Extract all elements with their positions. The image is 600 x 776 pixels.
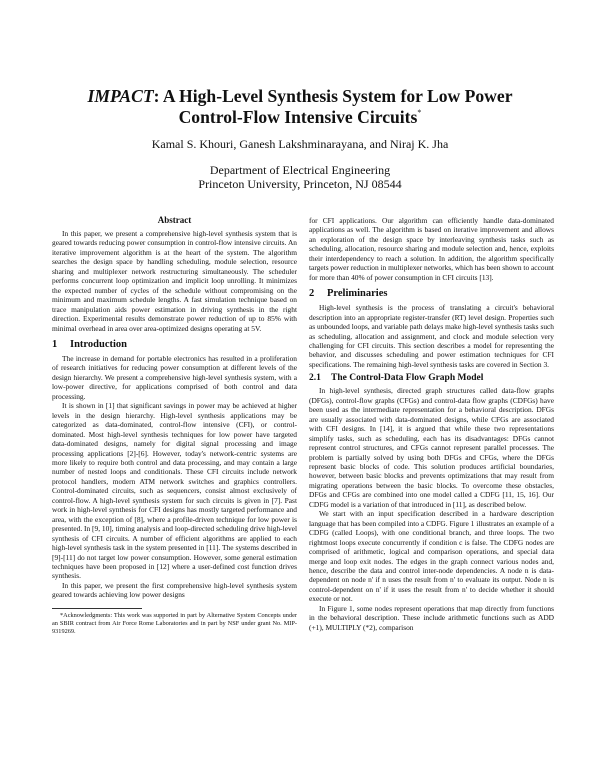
abstract-heading: Abstract	[157, 215, 192, 225]
right-column	[309, 216, 554, 632]
affiliation	[60, 163, 540, 191]
paper-title	[60, 86, 540, 128]
section-number: 1	[52, 338, 58, 350]
title-line1-rest: : A High-Level Synthesis System for Low Power	[153, 86, 513, 106]
title-line2: Control-Flow Intensive Circuits	[178, 107, 418, 127]
intro-paragraph-2: It is shown in [1] that significant savings in power may be achieved at higher levels in the design hierarchy. High-level synthesis applications may be categorized as data-dominated, control-flow intensive (CFI), or control-dominated. Most high-level synthesis techniques for low power have targeted data-dominated designs, namely for digital signal processing and image processing applications [2]-[6]. However, today's network-centric systems are more likely to require both control and data processing, and may contain a large number of nested loops and conditionals. These CFI circuits include network protocol handlers, modern ATM network switches and graphics controllers. Control-dominated circuits, such as sequencers, consist almost exclusively of control-flow. A high-level synthesis system for such circuits is given in [7]. Past work in high-level synthesis for CFI designs has mostly targeted performance and area, with the exception of [8], where a profile-driven technique for low power is presented. In [9, 10], timing analysis and loop-directed scheduling drive high-level synthesis of CFI circuits. A number of efficient algorithms are applied to each high-level synthesis task in the system presented in [11]. The systems described in [9]-[11] do not target low power consumption. However, some general estimation techniques have been proposed in [12] where a user-defined cost function drives synthesis.	[52, 401, 297, 581]
subsection-number: 2.1	[309, 373, 321, 384]
cdfg-paragraph-2: We start with an input specification described in a hardware description language that has been compiled into a CDFG. Figure 1 illustrates an example of a CDFG (called Loops), with one conditional branch, and three loops. The two rightmost loops execute concurrently if condition c is false. The CDFG nodes are comprised of arithmetic, logical and comparison operations, and special data merge and loop exit nodes. The edges in the graph connect various nodes and, hence, describe the data and control inter-node dependencies. A node n is data-dependent on node n' if n uses the result from n' to evaluate its output. Node n is control-dependent on n' if it uses the result from n' to decide whether it should execute or not.	[309, 509, 554, 604]
author-list: Kamal S. Khouri, Ganesh Lakshminarayana, and Niraj K. Jha	[151, 137, 449, 151]
section-number: 2	[309, 288, 315, 300]
preliminaries-paragraph: High-level synthesis is the process of translating a circuit's behavioral description into an appropriate register-transfer (RT) level design. Properties such as unbounded loops, and variable path delays make high-level synthesis tasks such as scheduling, allocation and assignment, and clock and module selection very challenging for CFI circuits. This section describes a model for representing the behavior, and discusses scheduling and power estimation techniques for CFI specifications. The remaining high-level synthesis tasks are covered in Section 3.	[309, 303, 554, 369]
cdfg-paragraph-3: In Figure 1, some nodes represent operations that map directly from functions in the behavioral description. These include arithmetic functions such as ADD (+1), MULTIPLY (*2), comparison	[309, 603, 554, 632]
section-title: Introduction	[70, 338, 127, 350]
subsection-title: The Control-Data Flow Graph Model	[331, 373, 484, 384]
intro-paragraph-1: The increase in demand for portable electronics has resulted in a proliferation of research initiatives for reducing power consumption at different levels of the design hierarchy. We present a comprehensive high-level synthesis system, with a low-power directive, for applications comprised of both control and data processing.	[52, 353, 297, 401]
cdfg-paragraph-1: In high-level synthesis, directed graph structures called data-flow graphs (DFGs), control-flow graphs (CFGs) and control-data flow graphs (CDFGs) have been used as the intermediate representation for a behavioral description. DFGs are usually associated with data-dominated designs, while CFGs are associated with CFI designs. In [14], it is argued that while these two representations simplify tasks, such as scheduling, each has its disadvantages: DFGs cannot represent control structures, and CFGs cannot represent parallel processes. The problem is partially solved by using both DFGs and CFGs, where the DFGs represent basic blocks of code. This solution produces artificial boundaries, however, between basic blocks and prevents optimizations that may result from migrating operations between the basic blocks. To overcome these obstacles, DFGs and CFGs are combined into one model called a CDFG [11, 15, 16]. Our CDFG model is a variation of that introduced in [11], as described below.	[309, 386, 554, 509]
intro-paragraph-3: In this paper, we present the first comprehensive high-level synthesis system geared towards achieving low power designs	[52, 580, 297, 600]
title-footnote-mark: *	[417, 108, 422, 117]
section-title: Preliminaries	[327, 288, 388, 300]
title-system-name: IMPACT	[87, 86, 154, 106]
left-column	[52, 215, 297, 636]
acknowledgment-footnote: *Acknowledgments: This work was supported in part by Alternative System Concepts under an SBIR contract from Air Force Rome Laboratories and in part by NSF under grant No. MIP-9319269.	[52, 611, 297, 635]
abstract-text: In this paper, we present a comprehensive high-level synthesis system that is geared towards reducing power consumption in control-flow intensive circuits. An iterative improvement algorithm is at the heart of the system. The algorithm searches the design space by handling scheduling, module selection, resource sharing and multiplexer network restructuring simultaneously. The scheduler performs concurrent loop optimization and implicit loop unrolling. It minimizes the expected number of cycles of the schedule without compromising on the minimum and maximum schedule lengths. A fast simulation technique based on trace manipulation aids power estimation in driving synthesis in the right direction. Experimental results demonstrate power reduction of up to 85% with minimal overhead in area over area-optimized designs operating at 5V.	[52, 229, 297, 333]
affiliation-university: Princeton University, Princeton, NJ 08544	[198, 177, 402, 191]
section-2-1-heading	[309, 372, 554, 384]
abstract-block	[52, 215, 297, 333]
affiliation-department: Department of Electrical Engineering	[209, 163, 391, 177]
footnote-divider	[52, 608, 142, 609]
section-2-heading	[309, 287, 554, 300]
intro-continuation: for CFI applications. Our algorithm can efficiently handle data-dominated applications as well. The algorithm is based on iterative improvement and allows an exploration of the design space by interleaving synthesis tasks such as scheduling, allocation, resource sharing and module selection and, hence, exploits their interdependency to reach a solution. In addition, the algorithm specifically targets power reduction in multiplexer networks, which has been shown to account for more than 40% of power consumption in CFI circuits [13].	[309, 216, 554, 282]
section-1-heading	[52, 338, 297, 351]
